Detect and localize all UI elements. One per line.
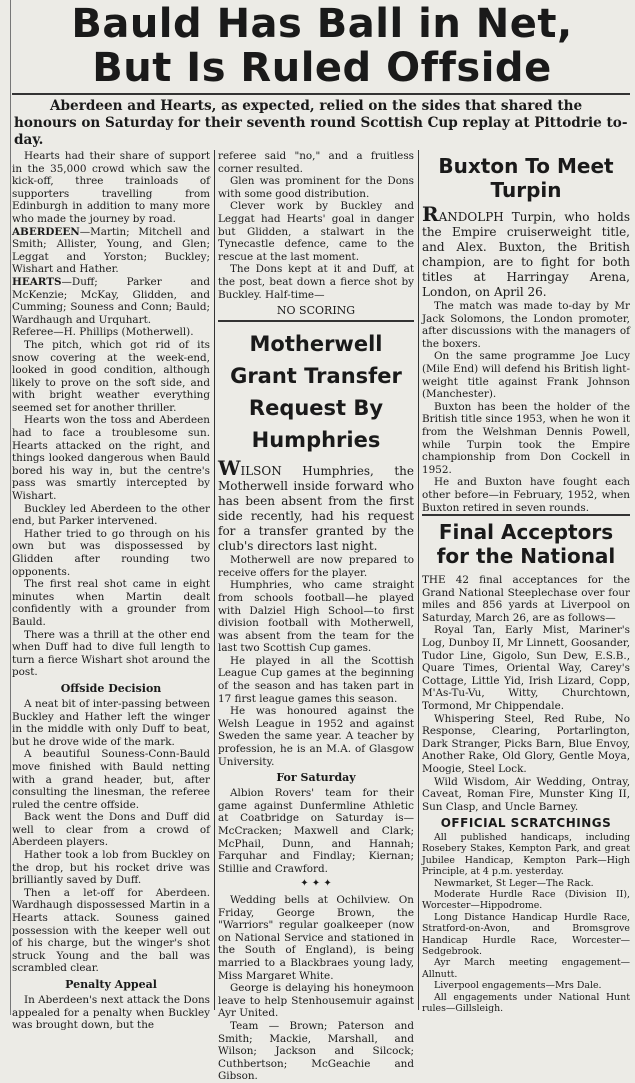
paragraph: Back went the Dons and Duff did well to clear from a crowd of Aberdeen players. (12, 811, 210, 849)
left-margin-edge (0, 0, 11, 1015)
drop-cap: R (422, 202, 439, 226)
paragraph: Hearts won the toss and Aberdeen had to face a troublesome sun. Hearts attacked on the right, and things looked dangerous when Bauld bored his way in, but the centre's pass was smartly intercepted by Wishart. (12, 414, 210, 503)
intro-text: ILSON Humphries, the Motherwell inside forward who has been absent from the first side recently, had his request for a transfer granted by the club's directors last night. (218, 464, 414, 554)
subheading: Penalty Appeal (65, 978, 157, 991)
buxton-headline: Buxton To Meet Turpin (438, 154, 614, 202)
scratching-item: Newmarket, St Leger—The Rack. (434, 877, 594, 889)
standfirst: Aberdeen and Hearts, as expected, relied on the sides that shared the honours on Saturday for their seventh round Scottish Cup replay at Pittodrie to-day. (14, 98, 628, 148)
headline-rule (12, 93, 630, 95)
paragraph: Hather tried to go through on his own but was dispossessed by Glidden after rounding two opponents. (12, 527, 210, 578)
runner-list: Whispering Steel, Red Rube, No Response, Clearing, Portarlington, Dark Stranger, Picks Barn, Blue Envoy, Another Rake, Old Glory, Gentle Moya, Moogie, Steel Lock. (422, 712, 630, 775)
main-headline (12, 2, 632, 90)
paragraph: The pitch, which got rid of its snow covering at the week-end, looked in good condition, although likely to prove on the soft side, and with bright weather everything seemed set for another thriller. (12, 338, 210, 414)
column-rule-2 (418, 150, 419, 1010)
paragraph: Albion Rovers' team for their game against Dunfermline Athletic at Coatbridge on Saturday is—McCracken; Maxwell and Clark; McPhail, Dunn, and Hannah; Farquhar and Findlay; Kiernan; Stillie and Crawford. (218, 787, 414, 875)
drop-cap: W (218, 456, 241, 481)
intro-text: ANDOLPH Turpin, who holds the Empire cruiserweight title, and Alex. Buxton, the British champion, are to fight for both titles at Harringay Arena, London, on April 26. (422, 210, 630, 299)
main-headline-line1: Bauld Has Ball in Net, (71, 1, 573, 47)
paragraph: The match was made to-day by Mr Jack Solomons, the London promoter, after discussions with the managers of the boxers. (422, 300, 630, 350)
paragraph: Wedding bells at Ochilview. On Friday, George Brown, the "Warriors" regular goalkeeper (now on National Service and stationed in the South of England), is being married to a Blackbraes young lady, Miss Margaret White. (218, 893, 414, 982)
half-time-score: NO SCORING (276, 304, 356, 318)
paragraph: A neat bit of inter-passing between Buckley and Hather left the winger in the middle with only Duff to beat, but he drove wide of the mark. (12, 697, 210, 748)
section-ornament: ✦ ✦ ✦ (300, 878, 332, 890)
paragraph: Buxton has been the holder of the British title since 1953, when he won it from the Welshman Dennis Powell, while Turpin took the Empire championship from Don Cockell in 1952. (422, 400, 630, 476)
paragraph: On the same programme Joe Lucy (Mile End) will defend his British light-weight title against Frank Johnson (Manchester). (422, 350, 630, 401)
paragraph: The first real shot came in eight minutes when Martin dealt confidently with a grounder from Bauld. (12, 578, 210, 628)
scratching-item: Ayr March meeting engagement—Allnutt. (422, 957, 630, 980)
subheading: Offside Decision (60, 681, 162, 695)
paragraph: Team — Brown; Paterson and Smith; Mackie, Marshall, and Wilson; Jackson and Silcock; Cuthbertson; McGeachie and Gibson. (218, 1019, 414, 1083)
scratching-item: Moderate Hurdle Race (Division II), Worcester—Hippodrome. (422, 889, 630, 912)
runner-list: Wild Wisdom, Air Wedding, Ontray, Caveat, Roman Fire, Munster King II, Sun Clasp, and Uncle Barney. (422, 775, 630, 813)
paragraph: He and Buxton have fought each other before—in February, 1952, when Buxton retired in seven rounds. (422, 476, 630, 514)
paragraph: He played in all the Scottish League Cup games at the beginning of the season and has taken part in 17 first league games this season. (218, 654, 414, 705)
paragraph: A beautiful Souness-Conn-Bauld move finished with Bauld netting with a grand header, but, after consulting the linesman, the referee ruled the centre offside. (12, 748, 210, 811)
motherwell-headline: Motherwell Grant Transfer Request By Humphries (230, 332, 402, 453)
scratching-item: All published handicaps, including Rosebery Stakes, Kempton Park, and great Jubilee Handicap, Kempton Park—High Principle, at 4 p.m. yesterday. (422, 831, 630, 878)
subheading: For Saturday (276, 771, 356, 785)
scratching-item: Liverpool engagements—Mrs Dale. (434, 980, 602, 992)
article-column-3 (422, 150, 630, 1014)
intro-paragraph (422, 202, 630, 300)
paragraph: In Aberdeen's next attack the Dons appealed for a penalty when Buckley was brought down, but the (12, 994, 210, 1032)
main-headline-line2: But Is Ruled Offside (92, 45, 552, 91)
referee-line: Referee—H. Phillips (Motherwell). (12, 326, 194, 339)
scratching-item: Long Distance Handicap Hurdle Race, Stratford-on-Avon, and Bromsgrove Handicap Hurdle Race, Worcester—Sedgebrook. (422, 911, 630, 958)
paragraph: George is delaying his honeymoon leave to help Stenhousemuir against Ayr United. (218, 982, 414, 1020)
paragraph: Clever work by Buckley and Leggat had Hearts' goal in danger but Glidden, a stalwart in the Tynecastle defence, came to the rescue at the last moment. (218, 200, 414, 263)
national-headline: Final Acceptors for the National (436, 520, 616, 569)
paragraph: Hather took a lob from Buckley on the drop, but his rocket drive was brilliantly saved by Duff. (12, 849, 210, 887)
paragraph: Humphries, who came straight from schools football—he played with Dalziel High School—to first division football with Motherwell, was absent from the team for the last two Scottish Cup games. (218, 579, 414, 655)
paragraph: Motherwell are now prepared to receive offers for the player. (218, 554, 414, 579)
paragraph: Glen was prominent for the Dons with some good distribution. (218, 175, 414, 200)
paragraph: The Dons kept at it and Duff, at the post, beat down a fierce shot by Buckley. Half-time— (218, 263, 414, 301)
intro-paragraph (218, 456, 414, 554)
article-column-1 (12, 150, 210, 1032)
paragraph: Then a let-off for Aberdeen. Wardhaugh dispossessed Martin in a Hearts attack. Souness gained possession with the keeper well out of his charge, but the winger's shot struck Young and the ball was scrambled clear. (12, 886, 210, 975)
paragraph: He was honoured against the Welsh League in 1952 and against Sweden the same year. A teacher by profession, he is an M.A. of Glasgow University. (218, 705, 414, 768)
intro-paragraph: THE 42 final acceptances for the Grand National Steeplechase over four miles and 856 yards at Liverpool on Saturday, March 26, are as follows— (422, 574, 630, 624)
article-column-2 (218, 150, 414, 1083)
hearts-lineup (12, 276, 210, 326)
team-players: —Martin; Mitchell and Smith; Allister, Young, and Glen; Leggat and Yorston; Buckley; Wishart and Hather. (12, 225, 210, 276)
aberdeen-lineup (12, 226, 210, 276)
scratchings-heading: OFFICIAL SCRATCHINGS (440, 816, 612, 831)
team-players: —Duff; Parker and McKenzie; McKay, Glidden, and Cumming; Souness and Conn; Bauld; Wardhaugh and Urquhart. (12, 275, 210, 326)
article-divider (218, 320, 414, 322)
paragraph: referee said "no," and a fruitless corner resulted. (218, 150, 414, 175)
paragraph: Buckley led Aberdeen to the other end, but Parker intervened. (12, 502, 210, 528)
paragraph: There was a thrill at the other end when Duff had to dive full length to turn a fierce Wishart shot around the post. (12, 628, 210, 679)
scratching-item: All engagements under National Hunt rules—Gillsleigh. (422, 991, 630, 1015)
runner-list: Royal Tan, Early Mist, Mariner's Log, Dunboy II, Mr Linnett, Goosander, Tudor Line, Gigolo, Sun Dew, E.S.B., Quare Times, Oriental Way, Carey's Cottage, Little Yid, Irish Lizard, Copp, M'As-Tu-Vu, Witty, Churchtown, Tormond, Mr Chippendale. (422, 624, 630, 713)
column-rule-1 (214, 150, 215, 1010)
team-name: HEARTS (12, 275, 62, 288)
paragraph: Hearts had their share of support in the 35,000 crowd which saw the kick-off, three trainloads of supporters travelling from Edinburgh in addition to many more who made the journey by road. (12, 150, 210, 225)
team-name: ABERDEEN (12, 225, 80, 238)
article-divider (422, 514, 630, 516)
